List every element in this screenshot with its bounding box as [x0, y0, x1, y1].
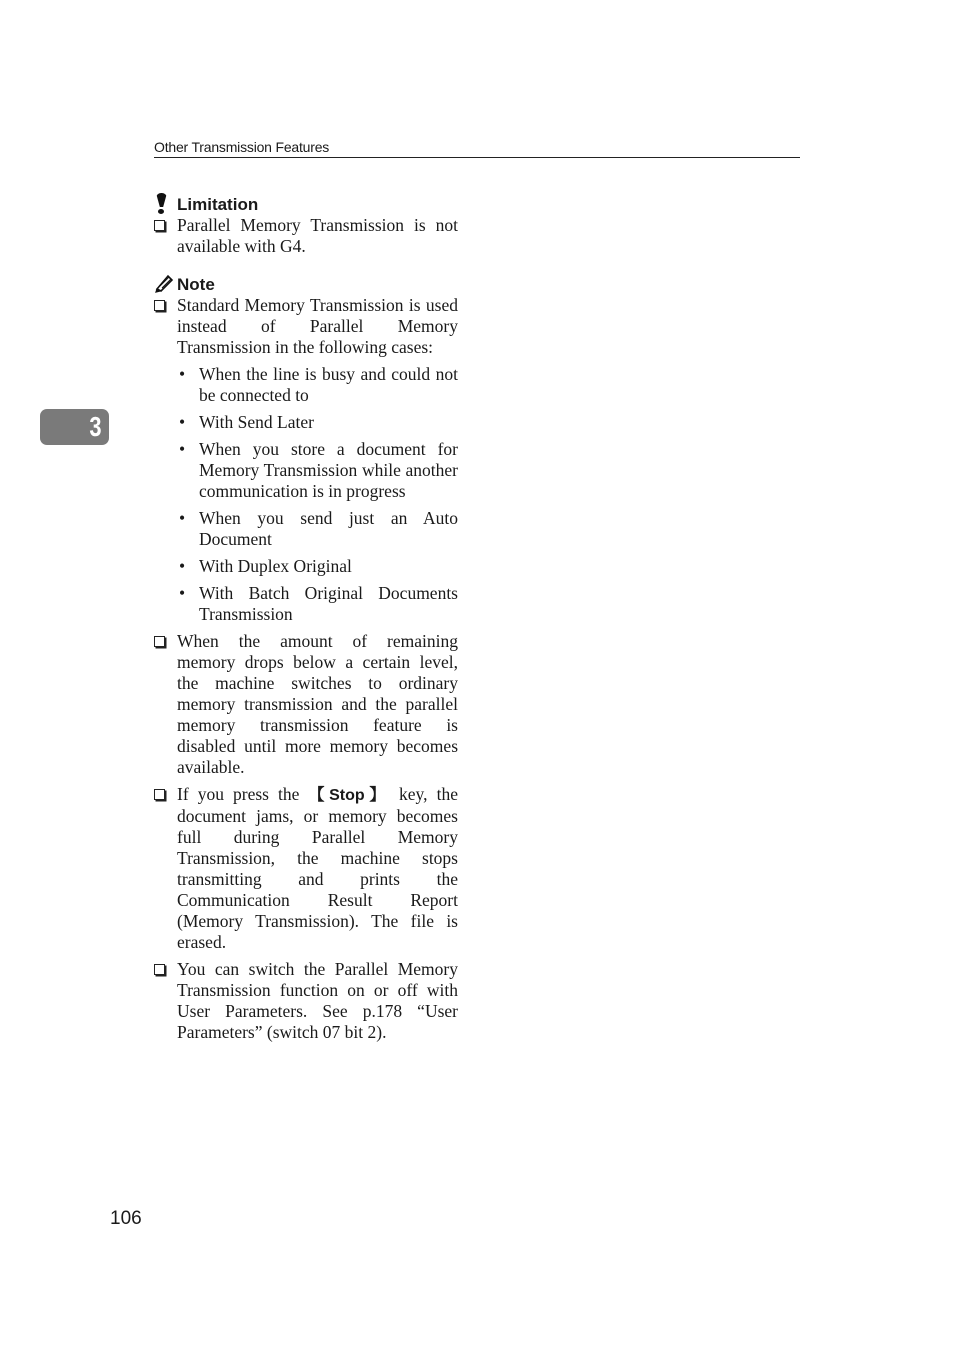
note-item: [154, 295, 458, 625]
checkbox-bullet-icon: [154, 636, 165, 647]
limitation-heading-label: Limitation: [177, 195, 259, 214]
limitation-item-text: Parallel Memory Transmission is not available with G4.: [177, 215, 458, 256]
note-heading-label: Note: [177, 275, 215, 294]
pencil-icon: [154, 273, 177, 295]
limitation-heading: [154, 191, 458, 215]
exclamation-icon: [154, 193, 177, 215]
bullet-dot-icon: •: [179, 583, 186, 603]
bullet-dot-icon: •: [179, 412, 186, 432]
note-heading: [154, 271, 458, 295]
note-item-text: Standard Memory Transmission is used instead of Parallel Memory Transmission in the following cases:: [177, 295, 458, 357]
note-item: [154, 631, 458, 778]
note-item-text: You can switch the Parallel Memory Transmission function on or off with User Parameters. See p.178 “User Parameters” (switch 07 bit 2).: [177, 959, 458, 1042]
checkbox-bullet-icon: [154, 220, 165, 231]
checkbox-bullet-icon: [154, 964, 165, 975]
bullet-dot-icon: •: [179, 556, 186, 576]
note-item: [154, 959, 458, 1043]
case-list-item: • When the line is busy and could not be connected to: [179, 364, 458, 405]
limitation-item: [154, 215, 458, 257]
bullet-dot-icon: •: [179, 508, 186, 528]
bullet-dot-icon: •: [179, 364, 186, 384]
case-list-item: • With Batch Original Documents Transmission: [179, 583, 458, 624]
chapter-number: 3: [89, 411, 102, 442]
main-column: [154, 191, 458, 1049]
chapter-tab: [40, 409, 109, 445]
case-list-item: • With Send Later: [179, 412, 314, 432]
page-number: 106: [110, 1208, 142, 1229]
case-list-item: • With Duplex Original: [179, 556, 352, 576]
running-header: Other Transmission Features: [154, 139, 800, 158]
note-item-text: When the amount of remaining memory drops below a certain level, the machine switches to ordinary memory transmission and the parallel memory transmission feature is disabled until more memory becomes available.: [177, 631, 458, 777]
checkbox-bullet-icon: [154, 300, 165, 311]
stop-key-label: 【Stop】: [308, 787, 390, 804]
case-list-item: • When you send just an Auto Document: [179, 508, 458, 549]
note-item-text: If you press the 【Stop】 key, the document jams, or memory becomes full during Parallel Memory Transmission, the machine stops transmitting and prints the Communication Result Report (Memory Transmission). The file is erased.: [177, 784, 458, 952]
checkbox-bullet-icon: [154, 789, 165, 800]
note-item: [154, 784, 458, 953]
case-list: [177, 364, 458, 625]
case-list-item: • When you store a document for Memory Transmission while another communication is in progress: [179, 439, 458, 501]
bullet-dot-icon: •: [179, 439, 186, 459]
